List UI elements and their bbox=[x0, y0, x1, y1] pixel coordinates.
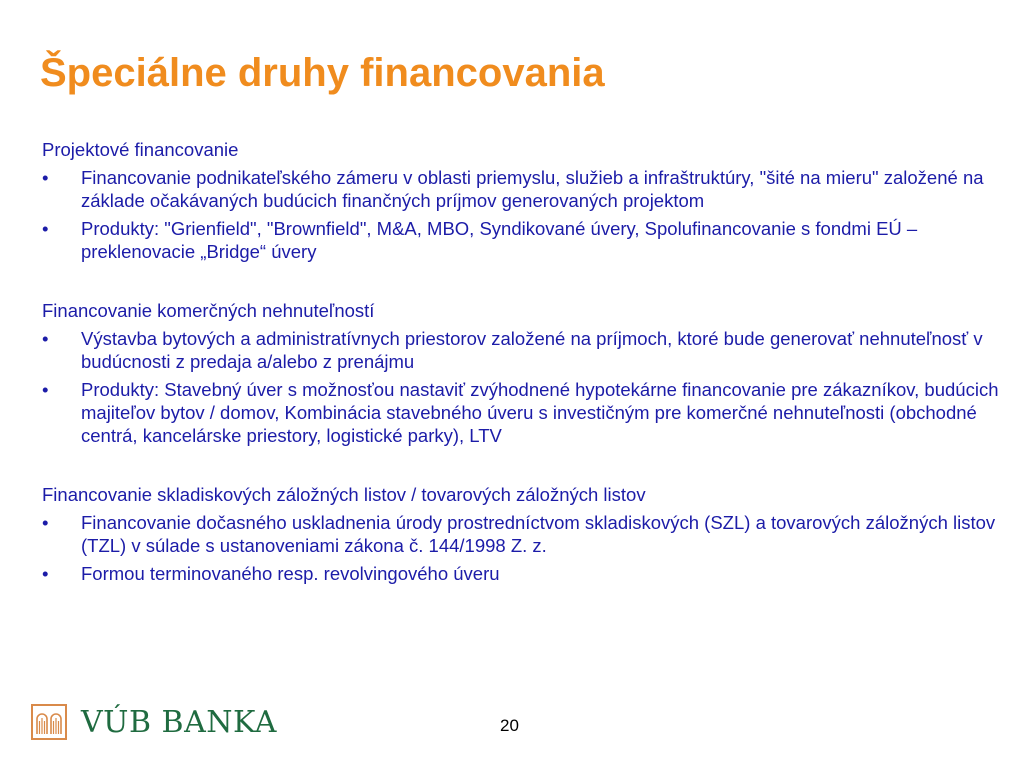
bullet-text: Formou terminovaného resp. revolvingového úveru bbox=[81, 563, 500, 584]
section-heading: Projektové financovanie bbox=[42, 139, 239, 160]
section-heading: Financovanie skladiskových záložných listov / tovarových záložných listov bbox=[42, 484, 646, 505]
bullet-item bbox=[42, 217, 1002, 263]
bullet-item bbox=[42, 166, 1002, 212]
section-warehouse-bonds bbox=[42, 483, 1002, 585]
slide-title: Špeciálne druhy financovania bbox=[40, 51, 605, 95]
bullet-item bbox=[42, 327, 1002, 373]
bullet-text: Financovanie podnikateľského zámeru v oblasti priemyslu, služieb a infraštruktúry, "šité na mieru" založené na základe očakávaných budúcich finančných príjmov generovaných projektom bbox=[81, 167, 984, 211]
bullet-list bbox=[42, 166, 1002, 263]
vub-logo-icon bbox=[31, 704, 67, 740]
bullet-list bbox=[42, 511, 1002, 585]
bullet-item bbox=[42, 378, 1002, 447]
bullet-list bbox=[42, 327, 1002, 447]
bullet-icon: • bbox=[42, 563, 49, 584]
slide-content bbox=[42, 138, 1002, 585]
bullet-icon: • bbox=[42, 218, 49, 239]
bullet-icon: • bbox=[42, 512, 49, 533]
bullet-text: Výstavba bytových a administratívnych priestorov založené na príjmoch, ktoré bude generovať nehnuteľnosť v budúcnosti z predaja a/alebo z prenájmu bbox=[81, 328, 983, 372]
section-commercial-real-estate bbox=[42, 299, 1002, 447]
section-heading: Financovanie komerčných nehnuteľností bbox=[42, 300, 375, 321]
page-number: 20 bbox=[500, 716, 519, 735]
bullet-text: Produkty: "Grienfield", "Brownfield", M&A, MBO, Syndikované úvery, Spolufinancovanie s fondmi EÚ – preklenovacie „Bridge“ úvery bbox=[81, 218, 918, 262]
bullet-text: Produkty: Stavebný úver s možnosťou nastaviť zvýhodnené hypotekárne financovanie pre zákazníkov, budúcich majiteľov bytov / domov, Kombinácia stavebného úveru s investičným pre komerčné nehnuteľnosti (obchodné centrá, kancelárske priestory, logistické parky), LTV bbox=[81, 379, 999, 446]
logo-text: VÚB BANKA bbox=[81, 704, 277, 740]
bullet-text: Financovanie dočasného uskladnenia úrody prostredníctvom skladiskových (SZL) a tovarových záložných listov (TZL) v súlade s ustanoveniami zákona č. 144/1998 Z. z. bbox=[81, 512, 996, 556]
section-project-financing bbox=[42, 138, 1002, 263]
bullet-icon: • bbox=[42, 328, 49, 349]
bullet-icon: • bbox=[42, 379, 49, 400]
bullet-item bbox=[42, 511, 1002, 557]
vub-banka-logo bbox=[31, 700, 277, 744]
bullet-item bbox=[42, 562, 1002, 585]
bullet-icon: • bbox=[42, 167, 49, 188]
